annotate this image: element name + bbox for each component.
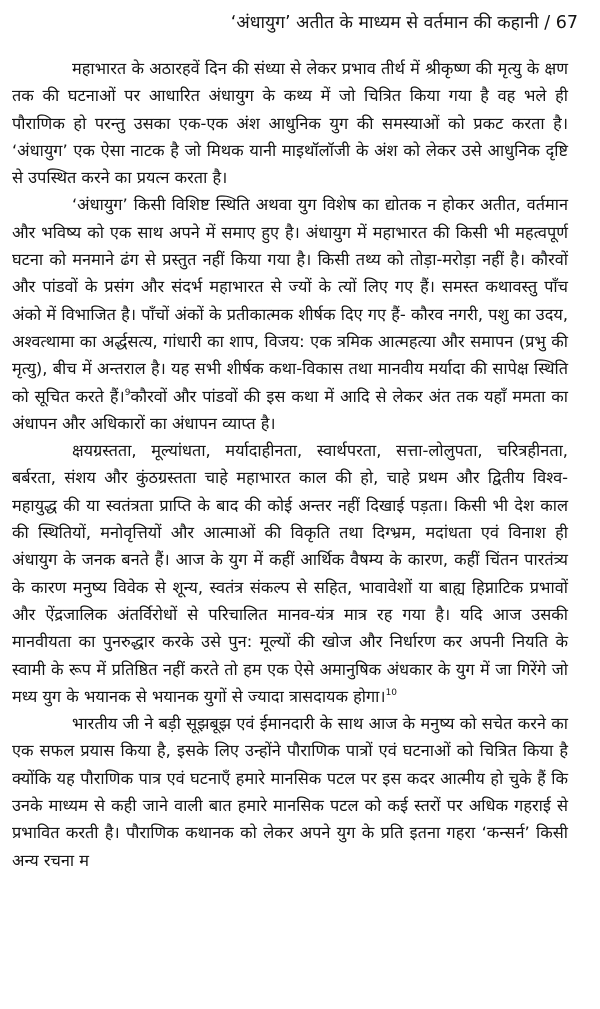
footnote-marker-9: 9 [124,387,131,398]
paragraph-2 [12,191,568,437]
footnote-marker-10: 10 [385,687,398,698]
running-header: ‘अंधायुग’ अतीत के माध्यम से वर्तमान की कहानी / 67 [230,13,578,33]
paragraph-1: महाभारत के अठारहवें दिन की संध्या से लेकर प्रभाव तीर्थ में श्रीकृष्ण की मृत्यु के क्षण तक की घटनाओं पर आधारित अंधायुग के कथ्य में जो चित्रित किया गया है वह भले ही पौराणिक हो परन्तु उसका एक-एक अंश आधुनिक युग की समस्याओं को प्रकट करता है। ‘अंधायुग’ एक ऐसा नाटक है जो मिथक यानी माइथॉलॉजी के अंश को लेकर उसे आधुनिक दृष्टि से उपस्थित करने का प्रयत्न करता है। [12,59,568,188]
paragraph-2-text-b: कौरवों और पांडवों की इस कथा में आदि से लेकर अंत तक यहाँ ममता का अंधापन और अधिकारों का अंधापन व्याप्त है। [12,386,568,433]
paragraph-4: भारतीय जी ने बड़ी सूझबूझ एवं ईमानदारी के साथ आज के मनुष्य को सचेत करने का एक सफल प्रयास किया है, इसके लिए उन्होंने पौराणिक पात्रों एवं घटनाओं को चित्रित किया है क्योंकि यह पौराणिक पात्र एवं घटनाएँ हमारे मानसिक पटल पर इस कदर आत्मीय हो चुके हैं कि उनके माध्यम से कही जाने वाली बात हमारे मानसिक पटल को कई स्तरों पर अधिक गहराई से प्रभावित करती है। पौराणिक कथानक को लेकर अपने युग के प्रति इतना गहरा ‘कन्सर्न’ किसी अन्य रचना म [12,714,568,870]
paragraph-3-text: क्षयग्रस्तता, मूल्यांधता, मर्यादाहीनता, स्वार्थपरता, सत्ता-लोलुपता, चरित्रहीनता, बर्बरता, संशय और कुंठग्रस्तता चाहे महाभारत काल की हो, चाहे प्रथम और द्वितीय विश्व-महायुद्ध की या स्वतंत्रता प्राप्ति के बाद की कोई अन्तर नहीं दिखाई पड़ता। किसी भी देश काल की स्थितियों, मनोवृत्तियों और आत्माओं की विकृति तथा दिग्भ्रम, मदांधता एवं विनाश ही अंधायुग के जनक बनते हैं। आज के युग में कहीं आर्थिक वैषम्य के कारण, कहीं चिंतन पारतंत्र्य के कारण मनुष्य विवेक से शून्य, स्वतंत्र संकल्प से सहित, भावावेशों या बाह्य हिप्नाटिक प्रभावों और ऐंद्रजालिक अंतर्विरोधों से परिचालित मानव-यंत्र मात्र रह गया है। यदि आज उसकी मानवीयता का पुनरुद्धार करके उसे पुन: मूल्यों की खोज और निर्धारण कर अपनी नियति के स्वामी के रूप में प्रतिष्ठित नहीं करते तो हम एक ऐसे अमानुषिक अंधकार के युग में जा गिरेंगे जो मध्य युग के भयानक से भयानक युगों से ज्यादा त्रासदायक होगा। [12,441,568,706]
paragraph-2-text-a: ‘अंधायुग’ किसी विशिष्ट स्थिति अथवा युग विशेष का द्योतक न होकर अतीत, वर्तमान और भविष्य को एक साथ अपने में समाए हुए है। अंधायुग में महाभारत की किसी भी महत्वपूर्ण घटना को मनमाने ढंग से प्रस्तुत नहीं किया गया है। किसी तथ्य को तोड़ा-मरोड़ा नहीं है। कौरवों और पांडवों के प्रसंग और संदर्भ महाभारत से ज्यों के त्यों लिए गए हैं। समस्त कथावस्तु पाँच अंको में विभाजित है। पाँचों अंकों के प्रतीकात्मक शीर्षक दिए गए हैं- कौरव नगरी, पशु का उदय, अश्वत्थामा का अर्द्धसत्य, गांधारी का शाप, विजय: एक त्रमिक आत्महत्या और समापन (प्रभु की मृत्यु), बीच में अन्तराल है। यह सभी शीर्षक कथा-विकास तथा मानवीय मर्यादा की सापेक्ष स्थिति को सूचित करते हैं। [12,195,568,406]
paragraph-3 [12,437,568,710]
body-text [12,55,568,874]
